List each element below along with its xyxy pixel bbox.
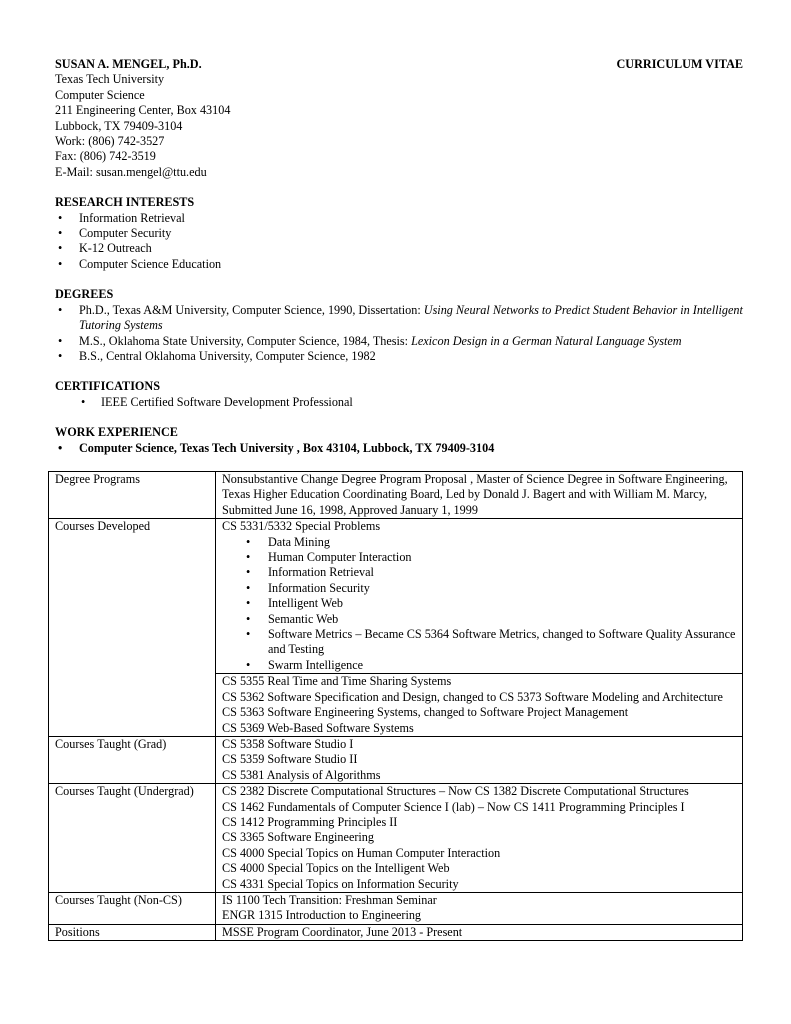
contact-address: 211 Engineering Center, Box 43104 (55, 103, 231, 118)
row-label: Degree Programs (49, 472, 216, 519)
list-item: • Human Computer Interaction (222, 550, 742, 565)
degree-item (55, 303, 743, 334)
table-row (49, 472, 743, 519)
list-item: • K-12 Outreach (55, 241, 743, 256)
table-row (49, 892, 743, 924)
document-title: CURRICULUM VITAE (616, 57, 743, 71)
course-line: CS 5369 Web-Based Software Systems (222, 720, 414, 735)
row-label: Courses Developed (49, 519, 216, 737)
cv-header (55, 57, 743, 72)
thesis-title: Lexicon Design in a German Natural Language System (411, 333, 682, 348)
course-line: CS 4331 Special Topics on Information Security (222, 876, 459, 891)
list-item: • Information Retrieval (222, 565, 742, 580)
course-line: CS 5355 Real Time and Time Sharing Systems (222, 674, 452, 689)
table-row (49, 736, 743, 783)
employer-list (55, 441, 743, 456)
degree-item (55, 349, 743, 364)
course-line: CS 4000 Special Topics on Human Computer Interaction (222, 845, 501, 860)
degrees-heading: DEGREES (55, 287, 114, 302)
contact-department: Computer Science (55, 87, 145, 102)
course-line: ENGR 1315 Introduction to Engineering (222, 908, 422, 923)
dissertation-title: Using Neural Networks to Predict Student Behavior in Intelligent Tutoring Systems (79, 302, 743, 333)
degree-text: Ph.D., Texas A&M University, Computer Science, 1990, Dissertation: (79, 302, 424, 317)
row-content (216, 736, 743, 783)
course-line: CS 2382 Discrete Computational Structures – Now CS 1382 Discrete Computational Structures (222, 784, 689, 799)
work-experience-heading: WORK EXPERIENCE (55, 425, 178, 440)
row-label: Courses Taught (Non-CS) (49, 892, 216, 924)
list-item: • Semantic Web (222, 612, 742, 627)
course-line: CS 3365 Software Engineering (222, 830, 374, 845)
list-item: • Software Metrics – Became CS 5364 Software Metrics, changed to Software Quality Assurance and Testing (222, 627, 742, 658)
row-label: Courses Taught (Grad) (49, 736, 216, 783)
degrees-list (55, 303, 743, 365)
certifications-heading: CERTIFICATIONS (55, 379, 160, 394)
list-item: • Data Mining (222, 535, 742, 550)
degree-text: B.S., Central Oklahoma University, Computer Science, 1982 (79, 348, 376, 363)
row-content: Nonsubstantive Change Degree Program Proposal , Master of Science Degree in Software Engineering, Texas Higher Education Coordinating Board, Led by Donald J. Bagert and with William M. Marcy, Submitted June 16, 1998, Approved January 1, 1999 (216, 472, 743, 519)
research-interests-list (55, 211, 743, 273)
work-experience-table (48, 471, 743, 941)
research-interests-heading: RESEARCH INTERESTS (55, 195, 195, 210)
course-line: IS 1100 Tech Transition: Freshman Seminar (222, 892, 437, 907)
row-content (216, 784, 743, 893)
special-topics-list (222, 535, 742, 674)
list-item: • Computer Science Education (55, 257, 743, 272)
course-line: CS 1412 Programming Principles II (222, 814, 398, 829)
row-label: Positions (49, 924, 216, 940)
list-item: • Intelligent Web (222, 596, 742, 611)
row-content (216, 892, 743, 924)
degree-item (55, 334, 743, 349)
contact-city: Lubbock, TX 79409-3104 (55, 118, 183, 133)
certifications-list (55, 395, 743, 410)
contact-fax: Fax: (806) 742-3519 (55, 149, 156, 164)
position-line: MSSE Program Coordinator, June 2013 - Present (222, 924, 463, 939)
course-line: CS 5363 Software Engineering Systems, changed to Software Project Management (222, 705, 629, 720)
row-content (216, 924, 743, 940)
course-line: CS 5359 Software Studio II (222, 752, 358, 767)
course-line: CS 1462 Fundamentals of Computer Science I (lab) – Now CS 1411 Programming Principles I (222, 799, 685, 814)
contact-university: Texas Tech University (55, 72, 165, 87)
employer-item: • Computer Science, Texas Tech University , Box 43104, Lubbock, TX 79409-3104 (55, 441, 743, 456)
contact-block (55, 72, 743, 180)
course-line: CS 4000 Special Topics on the Intelligent Web (222, 861, 450, 876)
table-row (49, 784, 743, 893)
special-problems-intro: CS 5331/5332 Special Problems (222, 519, 381, 534)
row-content (216, 674, 743, 737)
contact-work-phone: Work: (806) 742-3527 (55, 134, 165, 149)
table-row (49, 519, 743, 674)
list-item: • IEEE Certified Software Development Professional (55, 395, 743, 410)
list-item: • Information Retrieval (55, 211, 743, 226)
table-row (49, 924, 743, 940)
row-label: Courses Taught (Undergrad) (49, 784, 216, 893)
cv-page (55, 57, 743, 456)
course-line: CS 5381 Analysis of Algorithms (222, 767, 381, 782)
list-item: • Computer Security (55, 226, 743, 241)
course-line: CS 5362 Software Specification and Design, changed to CS 5373 Software Modeling and Architecture (222, 689, 723, 704)
row-content (216, 519, 743, 674)
course-line: CS 5358 Software Studio I (222, 736, 354, 751)
contact-email: E-Mail: susan.mengel@ttu.edu (55, 164, 207, 179)
author-name: SUSAN A. MENGEL, Ph.D. (55, 57, 202, 71)
list-item: • Information Security (222, 581, 742, 596)
degree-text: M.S., Oklahoma State University, Computer Science, 1984, Thesis: (79, 333, 412, 348)
list-item: • Swarm Intelligence (222, 658, 742, 673)
